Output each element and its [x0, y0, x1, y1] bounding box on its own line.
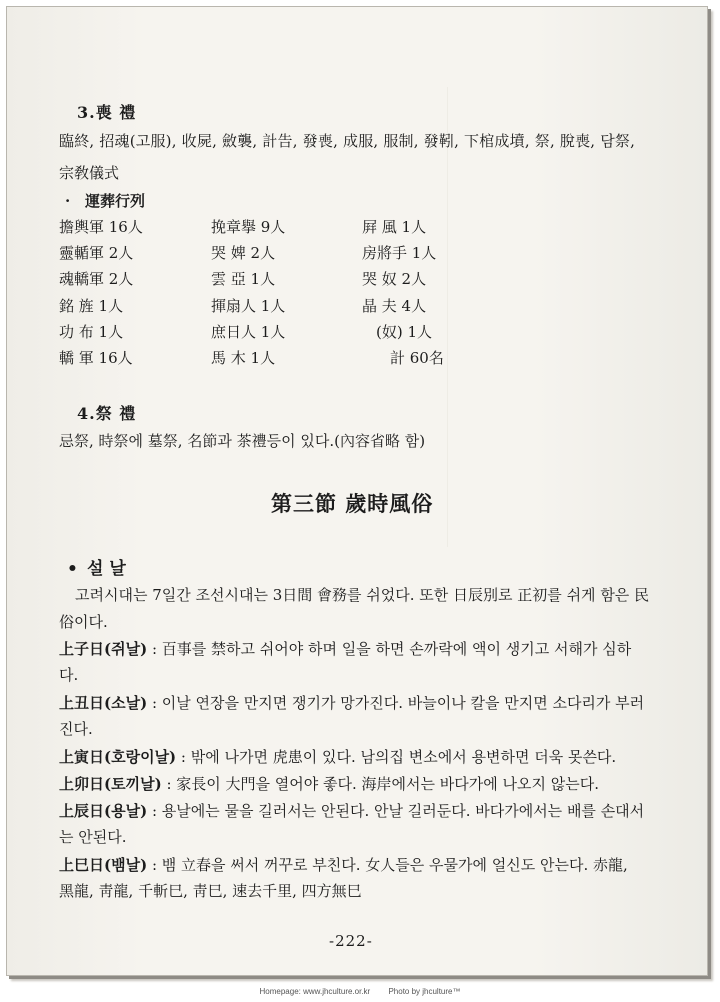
- day-label: 上卯日(토끼날): [59, 775, 162, 793]
- day-description: : 뱀 立春을 써서 꺼꾸로 부친다. 女人들은 우물가에 얼신도 안는다. 赤龍,: [147, 856, 628, 874]
- day-label: 上辰日(용날): [59, 802, 148, 820]
- day-description: : 밖에 나가면 虎患이 있다. 남의집 변소에서 용변하면 더욱 못쓴다.: [176, 748, 617, 766]
- day-entry-snake: [59, 855, 628, 875]
- page-frame: [6, 6, 708, 976]
- day-entry-tiger: [59, 747, 616, 767]
- footer-homepage: Homepage: www.jhculture.or.kr: [259, 987, 371, 996]
- procession-entry: 轎 軍 16人: [59, 349, 133, 367]
- procession-entry: 房將手 1人: [362, 244, 437, 262]
- procession-entry: 雲 亞 1人: [211, 270, 276, 288]
- procession-entry: 魂轎軍 2人: [59, 270, 134, 288]
- procession-entry: 挽章擧 9人: [211, 218, 286, 236]
- day-label: 上寅日(호랑이날): [59, 748, 177, 766]
- day-description: : 百事를 禁하고 쉬어야 하며 일을 하면 손까락에 액이 생기고 서해가 심하: [147, 640, 632, 658]
- section-heading-rites: 4.祭 禮: [77, 404, 137, 423]
- rites-text: 忌祭, 時祭에 墓祭, 名節과 茶禮등이 있다.(內容省略 함): [59, 432, 426, 450]
- procession-entry: 擔輿軍 16人: [59, 218, 143, 236]
- procession-entry: 馬 木 1人: [211, 349, 276, 367]
- procession-entry: 揮扇人 1人: [211, 297, 286, 315]
- day-entry-rat: [59, 639, 631, 659]
- day-description: : 家長이 大門을 열어야 좋다. 海岸에서는 바다가에 나오지 않는다.: [161, 775, 599, 793]
- procession-entry: 功 布 1人: [59, 323, 124, 341]
- seollal-intro-line2: 俗이다.: [59, 613, 108, 631]
- day-description-cont: 는 안된다.: [59, 828, 127, 846]
- bleed-through-decoration: [447, 87, 688, 547]
- procession-entry: 哭 婢 2人: [211, 244, 276, 262]
- day-description-cont: 진다.: [59, 720, 93, 738]
- procession-entry: (奴) 1人: [376, 323, 433, 341]
- day-description-cont: 黑龍, 靑龍, 千斬巳, 靑巳, 速去千里, 四方無巳: [59, 882, 362, 900]
- section-heading-funeral: 3.喪 禮: [77, 103, 137, 122]
- page-number: -222-: [329, 932, 373, 950]
- day-entry-ox: [59, 693, 644, 713]
- procession-entry: 靈輴軍 2人: [59, 244, 134, 262]
- funeral-steps-line1: 臨終, 招魂(고服), 收屍, 斂襲, 計告, 發喪, 成服, 服制, 發靷, 下棺成墳, 祭, 脫喪, 담祭,: [59, 132, 636, 150]
- chapter-title: 第三節 歲時風俗: [271, 491, 434, 516]
- seollal-heading: 설 날: [87, 559, 126, 579]
- procession-entry: 屛 風 1人: [362, 218, 427, 236]
- day-label: 上巳日(뱀날): [59, 856, 148, 874]
- footer: [0, 987, 720, 996]
- day-label: 上子日(쥐날): [59, 640, 148, 658]
- day-entry-rabbit: [59, 774, 599, 794]
- document-page: [7, 7, 707, 975]
- day-description: : 이날 연장을 만지면 쟁기가 망가진다. 바늘이나 칼을 만지면 소다리가 부러: [147, 694, 645, 712]
- day-entry-dragon: [59, 801, 644, 821]
- procession-entry: 晶 夫 4人: [362, 297, 427, 315]
- procession-entry: 哭 奴 2人: [362, 270, 427, 288]
- seollal-intro-line1: 고려시대는 7일간 조선시대는 3日間 會務를 쉬었다. 또한 日辰別로 正初를 쉬게 함은 民: [75, 586, 650, 604]
- procession-entry: 銘 旌 1人: [59, 297, 124, 315]
- day-label: 上丑日(소날): [59, 694, 148, 712]
- funeral-steps-line2: 宗敎儀式: [59, 164, 120, 182]
- procession-entry: 庶日人 1人: [211, 323, 286, 341]
- day-description: : 용날에는 물을 길러서는 안된다. 안날 길러둔다. 바다가에서는 배를 손대서: [147, 802, 645, 820]
- footer-photo-credit: Photo by jhculture™: [388, 987, 461, 996]
- procession-total: 計 60名: [390, 349, 444, 367]
- day-description-cont: 다.: [59, 666, 79, 684]
- bullet-icon: •: [67, 559, 78, 579]
- procession-subheading: 運葬行列: [85, 192, 146, 210]
- bullet-icon: ·: [65, 192, 71, 210]
